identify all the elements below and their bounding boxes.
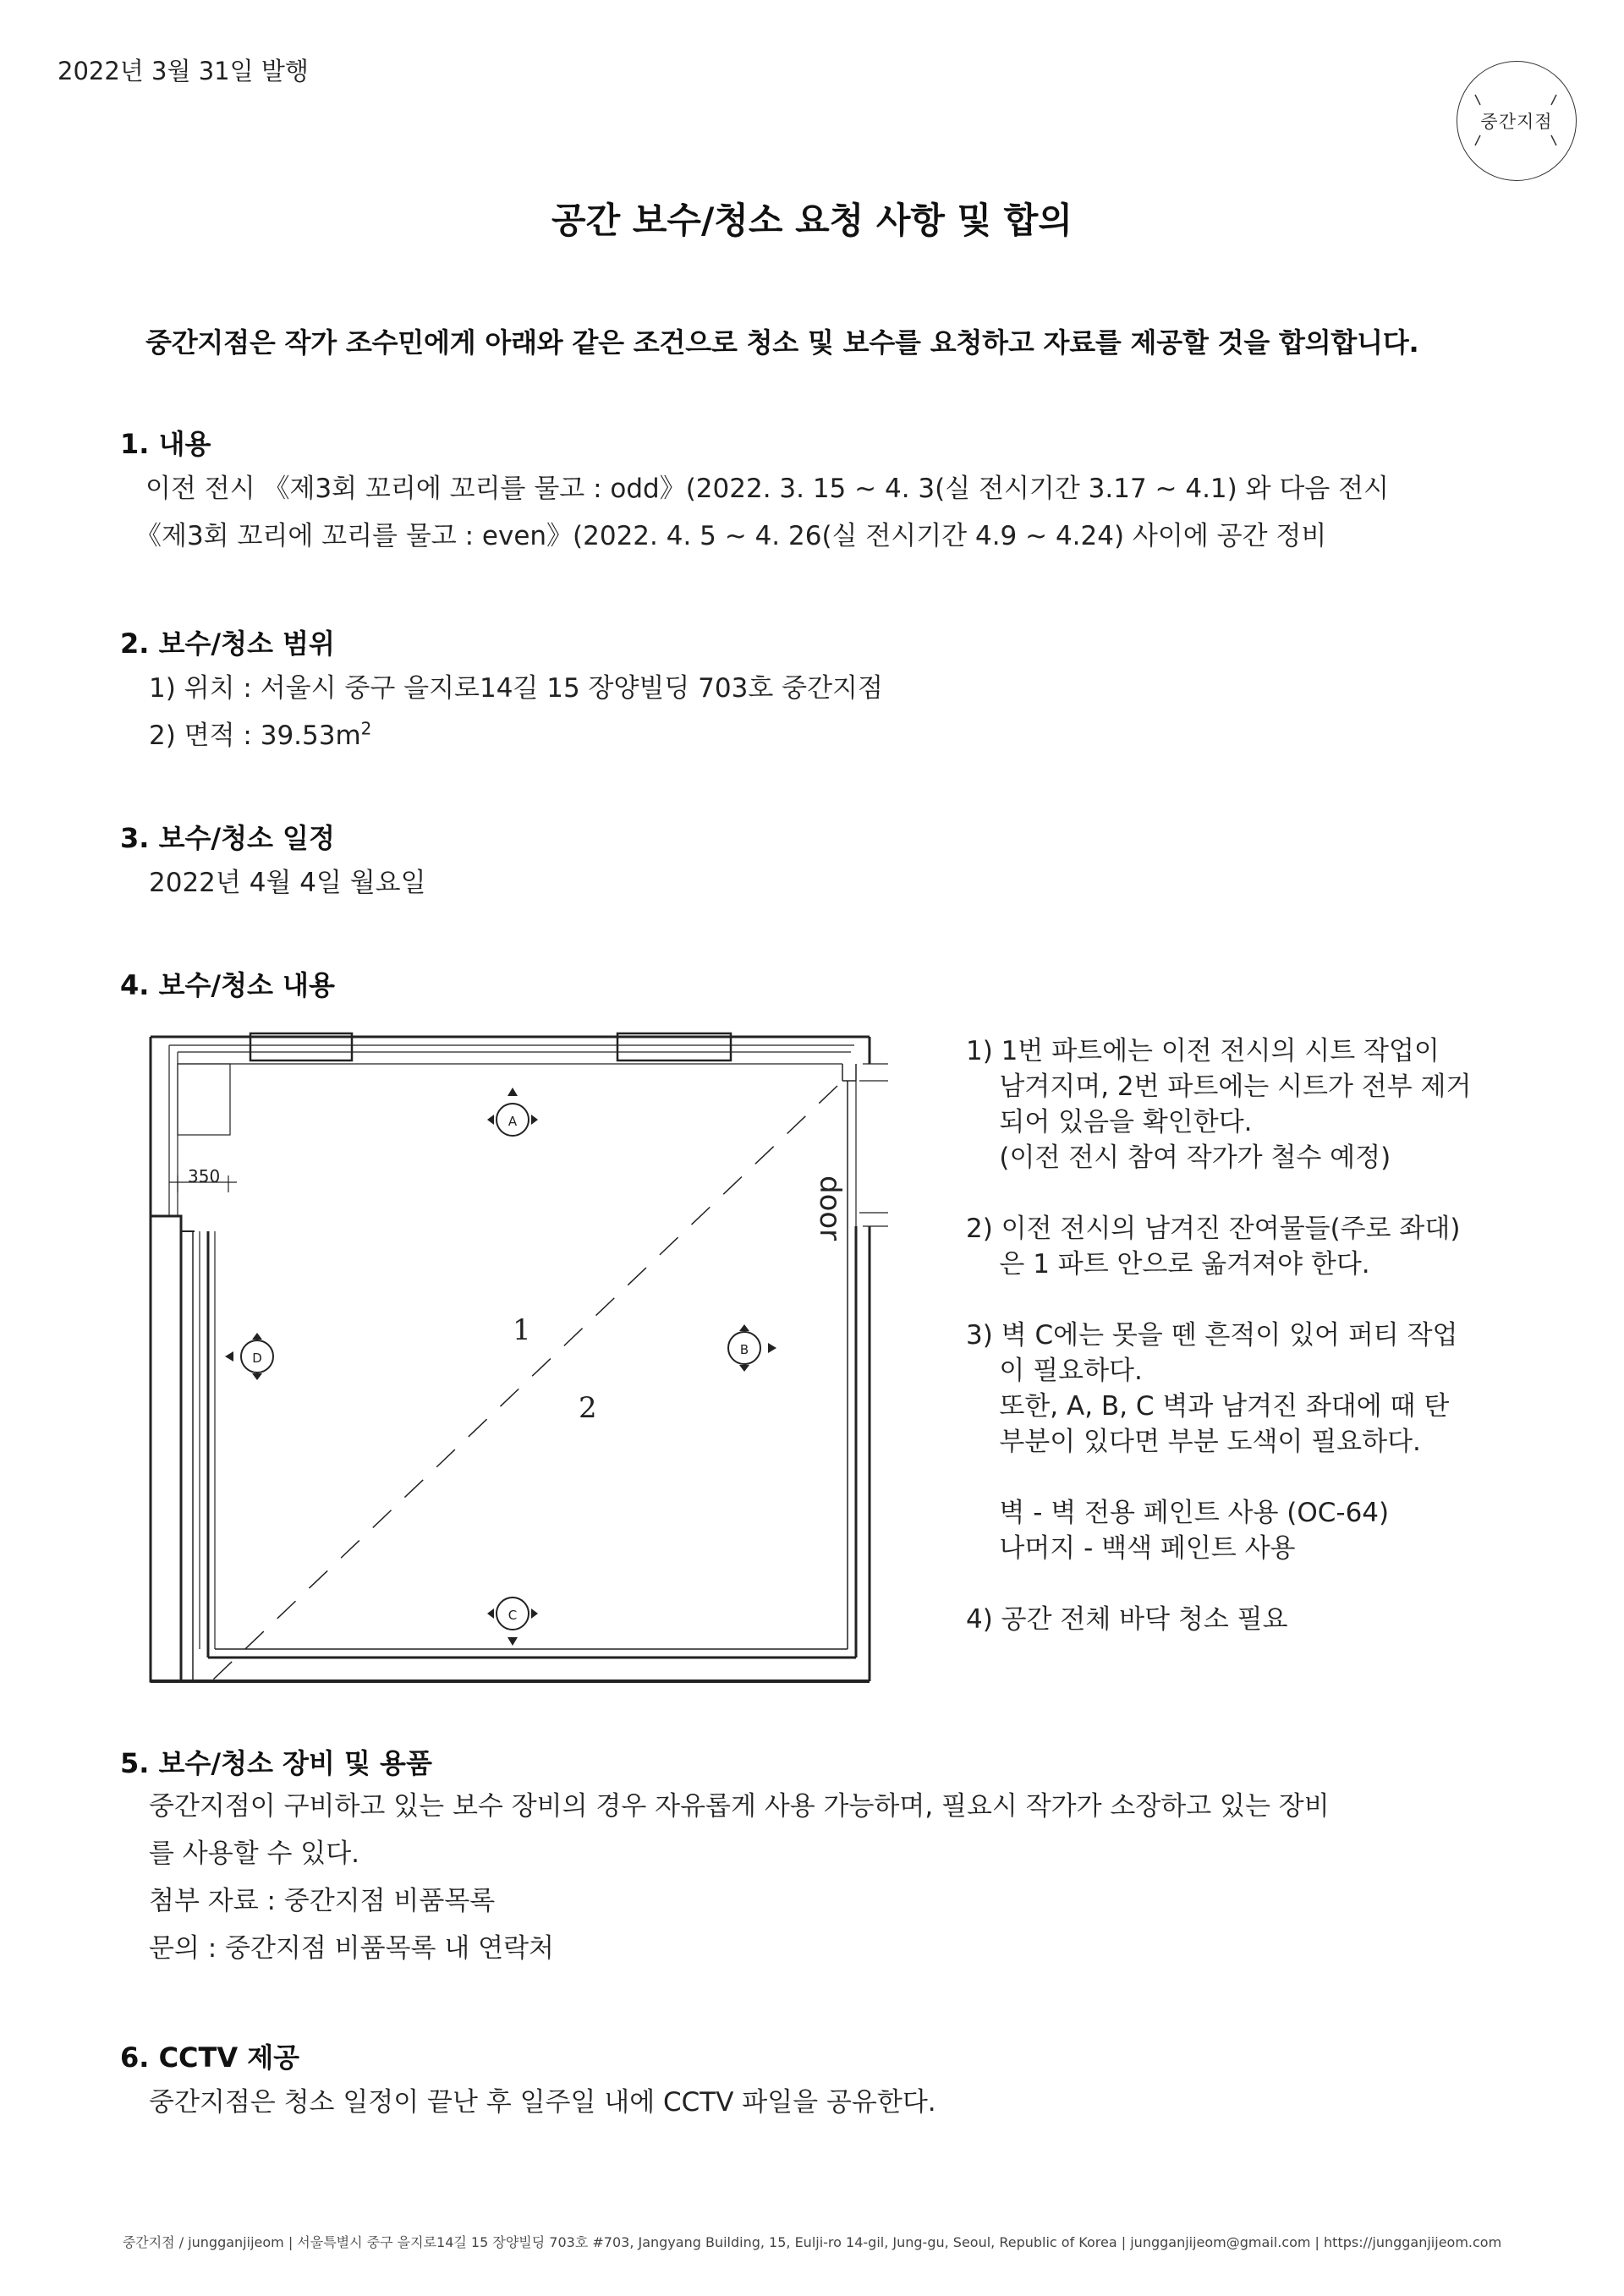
- section-4-notes: [966, 1033, 1471, 1637]
- section-3-date: 2022년 4월 4일 월요일: [149, 868, 426, 898]
- note-line: 이 필요하다.: [966, 1356, 1143, 1386]
- section-5-heading: 5. 보수/청소 장비 및 용품: [120, 1747, 432, 1779]
- intro-statement: 중간지점은 작가 조수민에게 아래와 같은 조건으로 청소 및 보수를 요청하고 자료를 제공할 것을 합의합니다.: [145, 326, 1419, 359]
- section-6-heading: 6. CCTV 제공: [120, 2041, 300, 2074]
- section-5-contact: 문의 : 중간지점 비품목록 내 연락처: [149, 1933, 554, 1964]
- note-line: 남겨지며, 2번 파트에는 시트가 전부 제거: [966, 1071, 1472, 1102]
- section-4-heading: 4. 보수/청소 내용: [120, 969, 335, 1001]
- section-2-area-superscript: 2: [360, 718, 372, 739]
- note-spacer: [966, 1282, 1471, 1318]
- section-3-heading: 3. 보수/청소 일정: [120, 822, 335, 854]
- note-line: 4) 공간 전체 바닥 청소 필요: [966, 1604, 1288, 1635]
- note-line: 나머지 - 백색 페인트 사용: [966, 1533, 1296, 1564]
- plan-part-2-label: 2: [579, 1391, 597, 1425]
- wall-marker-b-label: B: [739, 1342, 749, 1357]
- note-line: 3) 벽 C에는 못을 뗀 흔적이 있어 퍼티 작업: [966, 1320, 1458, 1351]
- wall-marker-d-label: D: [252, 1351, 262, 1366]
- note-line: 은 1 파트 안으로 옮겨져야 한다.: [966, 1249, 1370, 1280]
- issue-date: 2022년 3월 31일 발행: [58, 57, 309, 85]
- section-2-area-value: 2) 면적 : 39.53m: [149, 721, 361, 751]
- note-line: (이전 전시 참여 작가가 철수 예정): [966, 1143, 1391, 1173]
- section-2-area: [149, 712, 371, 759]
- section-1-heading: 1. 내용: [120, 428, 211, 460]
- wall-marker-d: [225, 1333, 273, 1380]
- footer-contact-info: 중간지점 / jungganjijeom | 서울특별시 중구 을지로14길 15 장양빌딩 703호 #703, Jangyang Building, 15, Eulji-ro 14-gil, Jung-gu, Seoul, Republic of Korea | jungganjijeom@gmail.com | https://jungganjijeom.com: [122, 2234, 1502, 2250]
- plan-door-label: door: [813, 1175, 847, 1241]
- section-5-line-2: 를 사용할 수 있다.: [149, 1838, 360, 1869]
- note-line: 부분이 있다면 부분 도색이 필요하다.: [966, 1427, 1421, 1457]
- wall-marker-b: [728, 1324, 776, 1372]
- wall-marker-c: [487, 1597, 538, 1646]
- note-line: 벽 - 벽 전용 페인트 사용 (OC-64): [966, 1498, 1390, 1528]
- page-title: 공간 보수/청소 요청 사항 및 합의: [551, 200, 1073, 241]
- section-6-line-1: 중간지점은 청소 일정이 끝난 후 일주일 내에 CCTV 파일을 공유한다.: [149, 2087, 936, 2118]
- note-spacer: [966, 1566, 1471, 1602]
- section-1-line-1: 이전 전시 《제3회 꼬리에 꼬리를 물고 : odd》(2022. 3. 15 ~ 4. 3(실 전시기간 3.17 ~ 4.1) 와 다음 전시: [145, 474, 1390, 504]
- section-2-heading: 2. 보수/청소 범위: [120, 627, 335, 660]
- note-line: 2) 이전 전시의 남겨진 잔여물들(주로 좌대): [966, 1214, 1461, 1244]
- logo-text: 중간지점: [1480, 112, 1553, 132]
- floor-plan: [144, 1032, 888, 1691]
- section-1-line-2: 《제3회 꼬리에 꼬리를 물고 : even》(2022. 4. 5 ~ 4. 26(실 전시기간 4.9 ~ 4.24) 사이에 공간 정비: [135, 521, 1327, 551]
- section-5-attachment: 첨부 자료 : 중간지점 비품목록: [149, 1886, 496, 1916]
- wall-marker-a-label: A: [508, 1114, 518, 1129]
- note-line: 또한, A, B, C 벽과 남겨진 좌대에 때 탄: [966, 1391, 1450, 1422]
- note-spacer: [966, 1460, 1471, 1495]
- note-line: 되어 있음을 확인한다.: [966, 1107, 1253, 1137]
- wall-marker-c-label: C: [508, 1608, 518, 1623]
- wall-marker-a: [487, 1088, 538, 1136]
- note-spacer: [966, 1175, 1471, 1211]
- section-2-location: 1) 위치 : 서울시 중구 을지로14길 15 장양빌딩 703호 중간지점: [149, 673, 883, 704]
- note-line: 1) 1번 파트에는 이전 전시의 시트 작업이: [966, 1036, 1440, 1066]
- plan-dimension-label: 350: [188, 1166, 221, 1186]
- plan-part-1-label: 1: [513, 1313, 531, 1347]
- section-5-line-1: 중간지점이 구비하고 있는 보수 장비의 경우 자유롭게 사용 가능하며, 필요시 작가가 소장하고 있는 장비: [149, 1791, 1330, 1822]
- logo-tick-marks: [1457, 61, 1575, 179]
